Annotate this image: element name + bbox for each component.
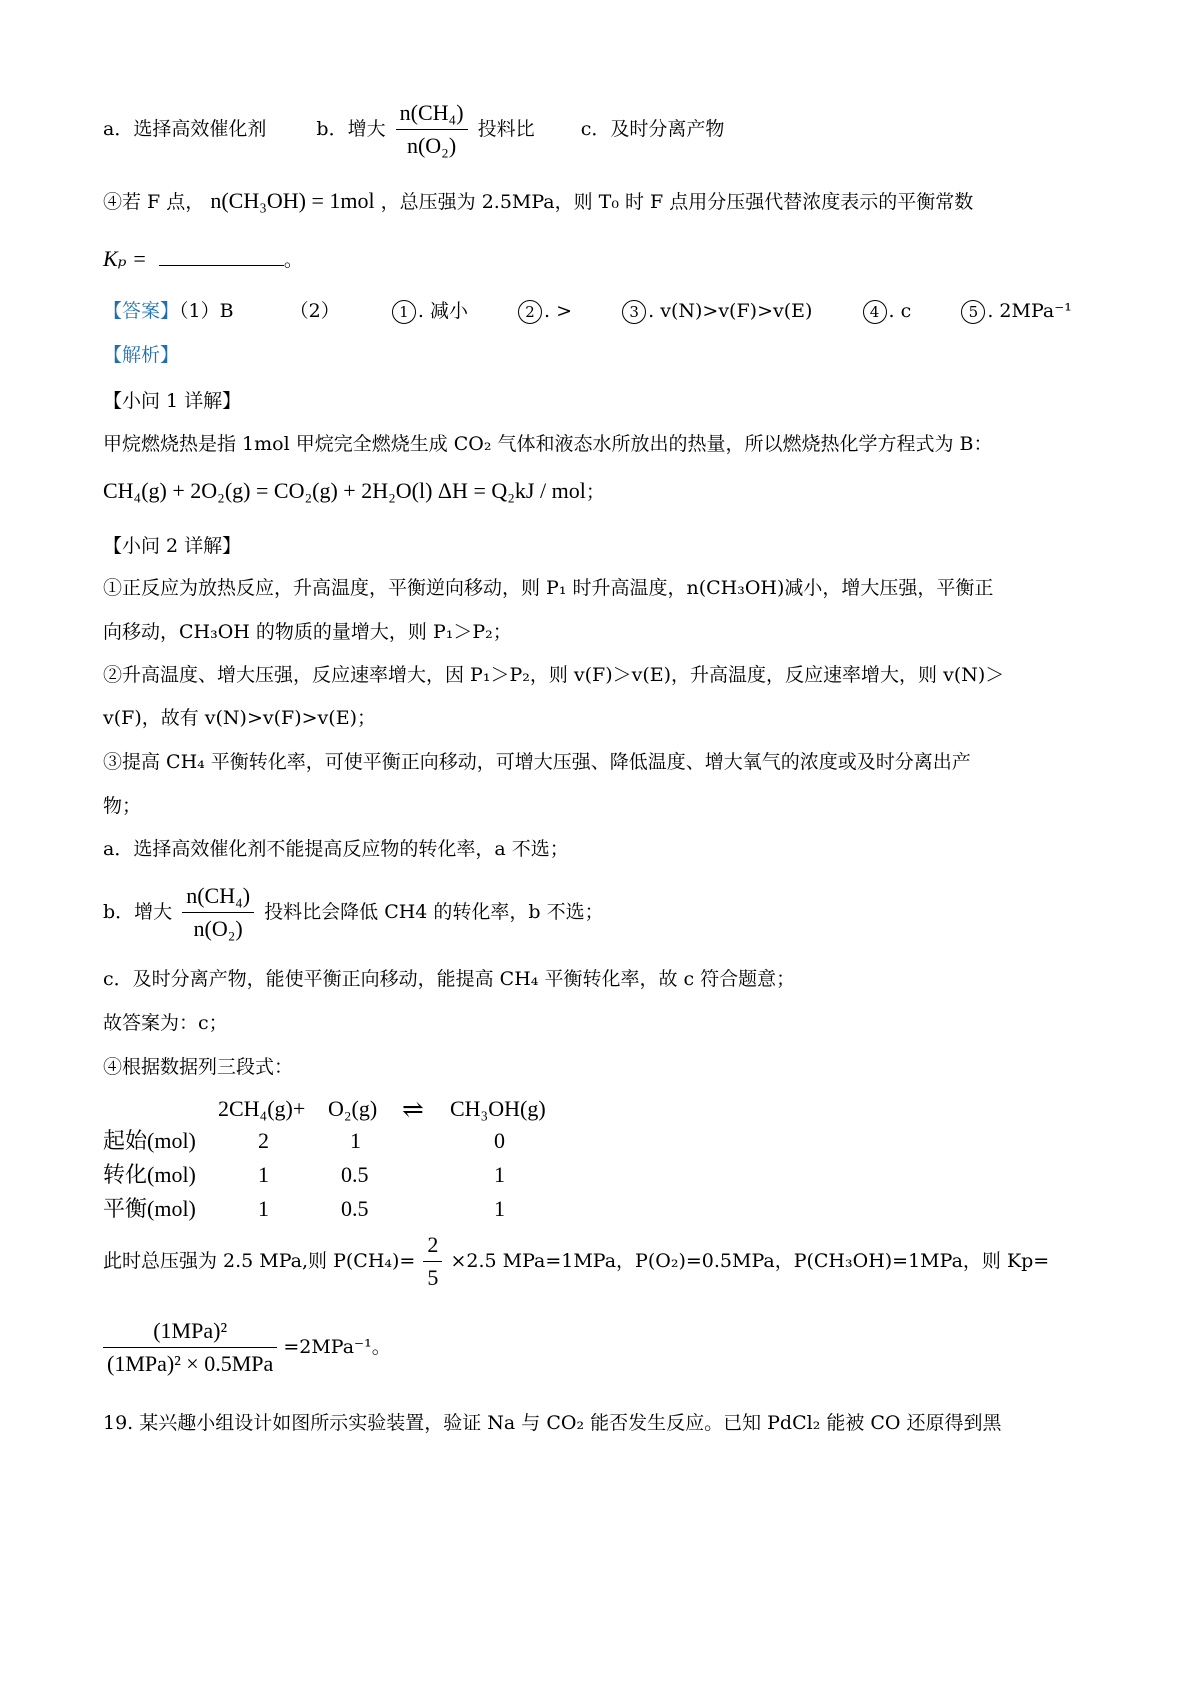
sub2-option-b-line	[103, 883, 604, 943]
kp-end: 。	[283, 249, 303, 271]
table-header-product: CH₃OH(g)	[450, 1096, 546, 1121]
q4-middle: ，总压强为 2.5MPa，则 T₀ 时 F 点用分压强代替浓度表示的平衡常数	[380, 191, 974, 213]
sub1-heading: 【小问 1 详解】	[103, 390, 242, 412]
option-b-suffix: 投料比会降低 CH4 的转化率，b 不选；	[264, 900, 604, 923]
table-cell: 0.5	[341, 1196, 369, 1221]
table-cell: 0	[494, 1128, 505, 1153]
table-row-label: 转化(mol)	[103, 1162, 196, 1187]
answer-item: 5 . 2MPa⁻¹	[961, 300, 1072, 322]
thermochemical-equation: CH₄(g) + 2O₂(g) = CO₂(g) + 2H₂O(l) ΔH = Q₂kJ / mol	[103, 478, 586, 503]
sub1-text: 甲烷燃烧热是指 1mol 甲烷完全燃烧生成 CO₂ 气体和液态水所放出的热量，所以燃烧热化学方程式为 B：	[103, 433, 993, 455]
sub2-line: ②升高温度、增大压强，反应速率增大，因 P₁＞P₂，则 v(F)＞v(E)，升高温度，反应速率增大，则 v(N)＞	[103, 664, 1005, 686]
option-b-suffix: 投料比	[477, 117, 535, 140]
q4-prefix: ④若 F 点，	[103, 191, 205, 213]
option-a: a．选择高效催化剂	[103, 117, 267, 140]
circled-number: 4	[863, 300, 887, 324]
calc-prefix: 此时总压强为 2.5 MPa,则 P(CH₄)=	[103, 1249, 416, 1272]
fraction-numerator: n(CH₄)	[396, 100, 468, 130]
kp-fraction	[103, 1318, 277, 1378]
answer-part2: （2）	[289, 300, 340, 322]
table-cell: 2	[258, 1128, 269, 1153]
answer-label: 【答案】	[103, 300, 180, 322]
answer-part1: （1）B	[179, 300, 234, 322]
sub2-line: 物；	[103, 795, 142, 817]
option-line	[103, 100, 724, 160]
table-cell: 0.5	[341, 1162, 369, 1187]
fraction-denominator: 5	[427, 1265, 439, 1291]
table-cell: 1	[258, 1196, 269, 1221]
sub2-heading: 【小问 2 详解】	[103, 535, 242, 557]
sub2-line: c．及时分离产物，能使平衡正向移动，能提高 CH₄ 平衡转化率，故 c 符合题意；	[103, 968, 796, 990]
answer-item: 4 . c	[863, 300, 912, 322]
sub2-line: ④根据数据列三段式：	[103, 1056, 294, 1078]
sub2-line: v(F)，故有 v(N)>v(F)>v(E)；	[103, 707, 376, 729]
answer-item: 1 . 减小	[392, 300, 468, 322]
calc-suffix: ×2.5 MPa=1MPa，P(O₂)=0.5MPa，P(CH₃OH)=1MPa，则 Kp=	[450, 1249, 1050, 1272]
sub2-line: ③提高 CH₄ 平衡转化率，可使平衡正向移动，可增大压强、降低温度、增大氧气的浓度或及时分离出产	[103, 751, 971, 773]
sub2-line: a．选择高效催化剂不能提高反应物的转化率，a 不选；	[103, 838, 569, 860]
circled-number: 5	[961, 300, 985, 324]
kp-result-line	[103, 1318, 391, 1378]
circled-number: 3	[622, 300, 646, 324]
sub2-line: 向移动，CH₃OH 的物质的量增大，则 P₁＞P₂；	[103, 621, 512, 643]
table-cell: 1	[350, 1128, 361, 1153]
table-header	[218, 1096, 305, 1122]
table-cell: 1	[494, 1162, 505, 1187]
kp-line	[103, 246, 303, 272]
calc-line	[103, 1232, 1049, 1292]
kp-result: =2MPa⁻¹。	[283, 1335, 391, 1358]
table-header-reactant1: 2CH₄(g)+	[218, 1096, 306, 1121]
q4-equation: n(CH₃OH) = 1mol	[210, 188, 375, 213]
sub2-line: 故答案为：c；	[103, 1012, 228, 1034]
fraction-numerator: (1MPa)²	[103, 1318, 277, 1348]
table-cell: 1	[494, 1196, 505, 1221]
fraction-denominator: (1MPa)² × 0.5MPa	[107, 1351, 274, 1377]
answer-item: 2 . >	[518, 300, 572, 322]
circled-number: 1	[392, 300, 416, 324]
equilibrium-arrow: ⇌	[402, 1095, 424, 1124]
ratio-fraction	[182, 883, 254, 943]
answer-blank	[159, 264, 284, 266]
circled-number: 2	[518, 300, 542, 324]
sub1-equation-line	[103, 478, 605, 504]
option-c: c．及时分离产物	[580, 117, 725, 140]
fraction-numerator: 2	[423, 1232, 442, 1262]
question-19: 19. 某兴趣小组设计如图所示实验装置，验证 Na 与 CO₂ 能否发生反应。已知 PdCl₂ 能被 CO 还原得到黑	[103, 1412, 1002, 1434]
answer-line	[103, 300, 1072, 324]
fraction-denominator: n(O₂)	[193, 916, 243, 942]
answer-item: 3 . v(N)>v(F)>v(E)	[622, 300, 812, 322]
equation-end: ；	[585, 481, 605, 503]
analysis-label: 【解析】	[103, 344, 180, 366]
option-b-prefix: b．增大	[103, 900, 173, 923]
table-row-label: 平衡(mol)	[103, 1196, 196, 1221]
question-4-line	[103, 188, 973, 214]
table-header-o2: O₂(g)	[328, 1096, 378, 1121]
table-cell: 1	[258, 1162, 269, 1187]
fraction-numerator: n(CH₄)	[182, 883, 254, 913]
ratio-fraction	[396, 100, 468, 160]
table-row-label: 起始(mol)	[103, 1128, 196, 1153]
pressure-fraction	[423, 1232, 442, 1292]
sub2-line: ①正反应为放热反应，升高温度，平衡逆向移动，则 P₁ 时升高温度，n(CH₃OH)减小，增大压强，平衡正	[103, 577, 994, 599]
option-b-prefix: b．增大	[316, 117, 386, 140]
fraction-denominator: n(O₂)	[406, 133, 457, 159]
kp-symbol: Kₚ =	[103, 246, 147, 271]
